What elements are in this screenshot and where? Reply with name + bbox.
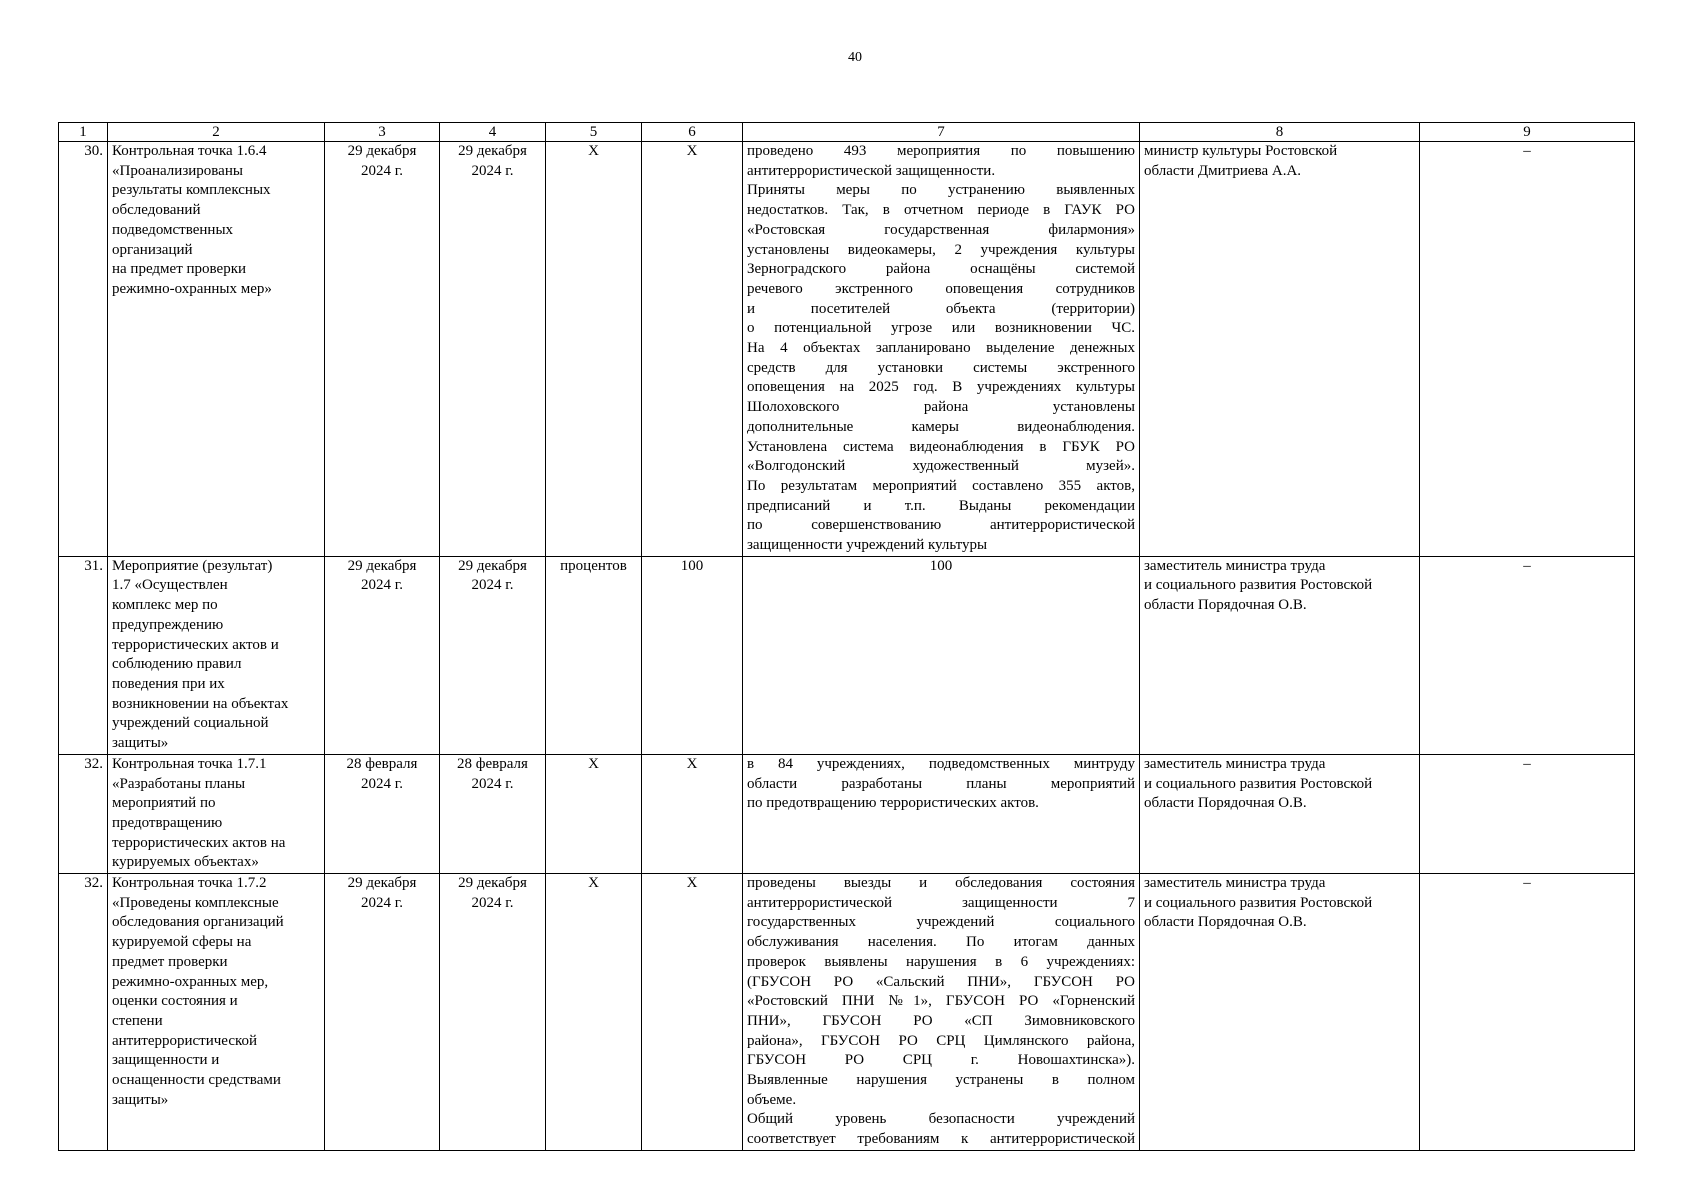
row-number-cell	[59, 874, 108, 1151]
text-line: заместитель министра труда	[1144, 755, 1326, 772]
column-header: 1	[59, 123, 108, 142]
text-line: оснащенности средствами	[112, 1072, 281, 1089]
text-line: Общий уровень безопасности учреждений	[747, 1111, 1135, 1128]
text-line: средств для установки системы экстренного	[747, 359, 1135, 376]
text-line: «Проведены комплексные	[112, 894, 279, 911]
text-line: обслуживания населения. По итогам данных	[747, 934, 1135, 951]
column-header: 2	[108, 123, 325, 142]
unit-cell	[546, 754, 642, 873]
table-row	[59, 874, 1635, 1151]
text-line: возникновении на объектах	[112, 695, 289, 712]
text-line: предмет проверки	[112, 953, 228, 970]
text-line: степени	[112, 1012, 163, 1029]
text-line: и посетителей объекта (территории)	[747, 300, 1135, 317]
text-line: обследований	[112, 202, 201, 219]
text-line: и социального развития Ростовской	[1144, 775, 1373, 792]
text-line: 2024 г.	[361, 894, 403, 911]
text-line: «Ростовская государственная филармония»	[747, 221, 1135, 238]
text-line: обследования организаций	[112, 914, 284, 931]
text-line: проведено 493 мероприятия по повышению	[747, 143, 1135, 159]
text-line: 2024 г.	[471, 894, 514, 911]
column-header: 3	[325, 123, 440, 142]
responsible-cell	[1140, 874, 1420, 1151]
cell-text: Х	[588, 143, 599, 159]
text-line: организаций	[112, 241, 193, 258]
row-number-cell	[59, 556, 108, 754]
text-line: режимно-охранных мер,	[112, 973, 269, 990]
text-line: защищенности и	[112, 1052, 220, 1069]
text-line: недостатков. Так, в отчетном периоде в ГАУК РО	[747, 202, 1135, 219]
unit-cell	[546, 874, 642, 1151]
text-line: курируемой сферы на	[112, 934, 252, 951]
cell-text: 32.	[84, 755, 103, 772]
column-header: 6	[642, 123, 743, 142]
fact-date-cell	[440, 754, 546, 873]
cell-text: Х	[686, 875, 698, 892]
text-line: подведомственных	[112, 221, 234, 238]
row-number-cell	[59, 754, 108, 873]
text-line: области Дмитриева А.А.	[1144, 162, 1302, 179]
row-number-cell	[59, 142, 108, 557]
fact-date-cell	[440, 556, 546, 754]
text-line: проведены выезды и обследования состояния	[747, 875, 1135, 892]
text-line: Выявленные нарушения устранены в полном	[747, 1072, 1135, 1089]
cell-text: 100	[680, 557, 704, 574]
text-line: на предмет проверки	[112, 261, 247, 278]
text-line: области Порядочная О.В.	[1144, 914, 1307, 931]
note-cell	[1420, 556, 1635, 754]
text-line: поведения при их	[112, 675, 225, 692]
cell-text: Х	[686, 143, 698, 159]
cell-text: –	[1523, 875, 1531, 892]
text-line: в 84 учреждениях, подведомственных минтруду	[747, 755, 1135, 772]
column-header: 5	[546, 123, 642, 142]
name-cell	[108, 754, 325, 873]
text-line: области разработаны планы мероприятий	[747, 775, 1135, 792]
text-line: области Порядочная О.В.	[1144, 597, 1307, 614]
text-line: оповещения на 2025 год. В учреждениях культуры	[747, 379, 1135, 396]
text-line: террористических актов и	[112, 636, 279, 653]
name-cell	[108, 556, 325, 754]
info-cell	[743, 874, 1140, 1151]
text-line: 2024 г.	[361, 577, 403, 594]
text-line: предписаний и т.п. Выданы рекомендации	[747, 497, 1135, 514]
column-header: 7	[743, 123, 1140, 142]
table-row	[59, 556, 1635, 754]
info-cell	[743, 556, 1140, 754]
plan-date-cell	[325, 142, 440, 557]
text-line: «Разработаны планы	[112, 775, 246, 792]
text-line: объеме.	[747, 1091, 797, 1108]
text-line: комплекс мер по	[112, 597, 218, 614]
text-line: по предотвращению террористических актов.	[747, 795, 1039, 812]
text-line: предотвращению	[112, 814, 223, 831]
text-line: 2024 г.	[361, 775, 403, 792]
text-line: антитеррористической защищенности 7	[747, 894, 1135, 911]
cell-text: 32.	[84, 875, 103, 892]
text-line: 28 февраля	[457, 755, 528, 772]
text-line: государственных учреждений социального	[747, 914, 1135, 931]
text-line: и социального развития Ростовской	[1144, 894, 1373, 911]
value-cell	[642, 874, 743, 1151]
text-line: террористических актов на	[112, 834, 286, 851]
column-number-row	[59, 123, 1635, 142]
cell-text: Х	[588, 875, 599, 892]
text-line: 2024 г.	[471, 775, 514, 792]
responsible-cell	[1140, 754, 1420, 873]
cell-text: –	[1523, 557, 1531, 574]
note-cell	[1420, 754, 1635, 873]
text-line: 28 февраля	[346, 755, 418, 772]
text-line: 1.7 «Осуществлен	[112, 577, 228, 594]
text-line: Приняты меры по устранению выявленных	[747, 182, 1135, 199]
text-line: проверок выявлены нарушения в 6 учреждениях:	[747, 953, 1135, 970]
cell-text: процентов	[560, 557, 627, 574]
column-header: 9	[1420, 123, 1635, 142]
text-line: установлены видеокамеры, 2 учреждения культуры	[747, 241, 1135, 258]
text-line: по совершенствованию антитеррористической	[747, 517, 1135, 534]
table-row	[59, 142, 1635, 557]
info-cell	[743, 142, 1140, 557]
text-line: о потенциальной угрозе или возникновении ЧС.	[747, 320, 1135, 337]
text-line: курируемых объектах»	[112, 854, 259, 871]
text-line: области Порядочная О.В.	[1144, 795, 1307, 812]
text-line: 29 декабря	[458, 557, 527, 574]
cell-text: –	[1523, 755, 1531, 772]
table-row	[59, 754, 1635, 873]
text-line: учреждений социальной	[112, 715, 269, 732]
note-cell	[1420, 142, 1635, 557]
column-header: 8	[1140, 123, 1420, 142]
column-header: 4	[440, 123, 546, 142]
text-line: ГБУСОН РО СРЦ г. Новошахтинска»).	[747, 1052, 1135, 1069]
text-line: Контрольная точка 1.7.2	[112, 875, 267, 892]
text-line: Контрольная точка 1.6.4	[112, 143, 267, 159]
text-line: ПНИ», ГБУСОН РО «СП Зимовниковского	[747, 1012, 1135, 1029]
fact-date-cell	[440, 874, 546, 1151]
text-line: «Ростовский ПНИ №1», ГБУСОН РО «Горненский	[747, 993, 1135, 1010]
text-line: района», ГБУСОН РО СРЦ Цимлянского района,	[747, 1032, 1135, 1049]
text-line: «Волгодонский художественный музей».	[747, 458, 1135, 475]
text-line: и социального развития Ростовской	[1144, 577, 1373, 594]
text-line: Мероприятие (результат)	[112, 557, 273, 574]
text-line: речевого экстренного оповещения сотрудников	[747, 280, 1135, 297]
text-line: антитеррористической защищенности.	[747, 162, 996, 179]
note-cell	[1420, 874, 1635, 1151]
text-line: 2024 г.	[471, 162, 514, 179]
text-line: 2024 г.	[361, 162, 403, 179]
text-line: защиты»	[112, 1091, 169, 1108]
text-line: защищенности учреждений культуры	[747, 537, 988, 554]
text-line: защиты»	[112, 735, 169, 752]
text-line: 29 декабря	[347, 875, 417, 892]
text-line: «Проанализированы	[112, 162, 243, 179]
value-cell	[642, 142, 743, 557]
text-line: оценки состояния и	[112, 993, 238, 1010]
responsible-cell	[1140, 556, 1420, 754]
text-line: Контрольная точка 1.7.1	[112, 755, 267, 772]
text-line: режимно-охранных мер»	[112, 280, 272, 297]
text-line: По результатам мероприятий составлено 355 актов,	[747, 477, 1135, 494]
value-cell	[642, 556, 743, 754]
text-line: 29 декабря	[458, 143, 527, 159]
name-cell	[108, 874, 325, 1151]
plan-date-cell	[325, 754, 440, 873]
cell-text: Х	[686, 755, 698, 772]
text-line: антитеррористической	[112, 1032, 258, 1049]
text-line: 29 декабря	[347, 143, 417, 159]
text-line: На 4 объектах запланировано выделение денежных	[747, 340, 1135, 357]
value-cell	[642, 754, 743, 873]
text-line: соответствует требованиям к антитеррористической	[747, 1131, 1135, 1148]
text-line: 2024 г.	[471, 577, 514, 594]
text-line: министр культуры Ростовской	[1144, 143, 1338, 159]
text-line: 29 декабря	[347, 557, 417, 574]
text-line: результаты комплексных	[112, 182, 271, 199]
plan-date-cell	[325, 874, 440, 1151]
name-cell	[108, 142, 325, 557]
text-line: заместитель министра труда	[1144, 557, 1326, 574]
text-line: (ГБУСОН РО «Сальский ПНИ», ГБУСОН РО	[747, 973, 1135, 990]
cell-text: 30.	[84, 143, 103, 159]
cell-text: 31.	[84, 557, 103, 574]
info-cell	[743, 754, 1140, 873]
fact-date-cell	[440, 142, 546, 557]
cell-text: Х	[588, 755, 599, 772]
text-line: соблюдению правил	[112, 656, 242, 673]
report-table	[58, 122, 1635, 1151]
text-line: дополнительные камеры видеонаблюдения.	[747, 418, 1135, 435]
cell-text: 100	[929, 557, 953, 574]
cell-text: –	[1523, 143, 1531, 159]
text-line: 29 декабря	[458, 875, 527, 892]
plan-date-cell	[325, 556, 440, 754]
text-line: Шолоховского района установлены	[747, 399, 1135, 416]
text-line: предупреждению	[112, 616, 224, 633]
responsible-cell	[1140, 142, 1420, 557]
text-line: заместитель министра труда	[1144, 875, 1326, 892]
text-line: Зерноградского района оснащёны системой	[747, 261, 1135, 278]
page-number: 40	[848, 50, 862, 65]
text-line: мероприятий по	[112, 795, 216, 812]
unit-cell	[546, 142, 642, 557]
text-line: Установлена система видеонаблюдения в ГБУК РО	[747, 438, 1135, 455]
unit-cell	[546, 556, 642, 754]
